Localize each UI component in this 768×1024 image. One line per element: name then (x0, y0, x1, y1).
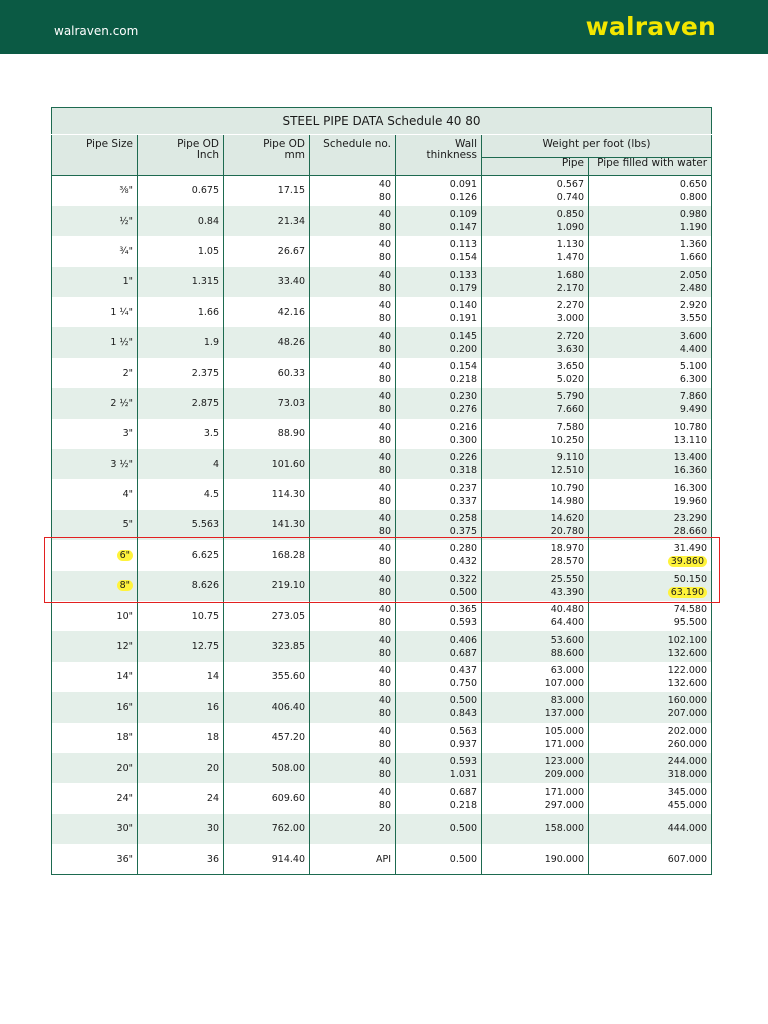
pipe-od-mm-cell: 48.26 (224, 327, 310, 357)
schedule-cell: 40 80 (310, 206, 396, 236)
pipe-filled-weight-cell: 102.100 132.600 (589, 631, 712, 661)
pipe-od-mm-cell: 762.00 (224, 814, 310, 844)
schedule-cell: 40 80 (310, 327, 396, 357)
pipe-od-mm-cell: 33.40 (224, 267, 310, 297)
wall-thickness-cell: 0.113 0.154 (396, 236, 482, 266)
pipe-weight-cell: 18.970 28.570 (482, 540, 589, 570)
pipe-filled-weight-cell: 0.650 0.800 (589, 176, 712, 206)
pipe-od-inch-cell: 18 (138, 723, 224, 753)
header-bar (0, 0, 768, 54)
pipe-size-cell: 36" (52, 844, 138, 874)
schedule-cell: 40 80 (310, 692, 396, 722)
pipe-od-inch-cell: 4.5 (138, 479, 224, 509)
pipe-od-mm-cell: 355.60 (224, 662, 310, 692)
pipe-size-cell: 6" (52, 540, 138, 570)
pipe-size-cell: 24" (52, 783, 138, 813)
pipe-weight-cell: 1.130 1.470 (482, 236, 589, 266)
pipe-filled-weight-cell: 345.000 455.000 (589, 783, 712, 813)
schedule-cell: 40 80 (310, 176, 396, 206)
wall-thickness-cell: 0.230 0.276 (396, 388, 482, 418)
schedule-cell: API (310, 844, 396, 874)
pipe-weight-cell: 171.000 297.000 (482, 783, 589, 813)
pipe-size-cell: 8" (52, 571, 138, 601)
schedule-cell: 40 80 (310, 479, 396, 509)
steel-pipe-table (51, 107, 712, 875)
pipe-weight-cell: 158.000 (482, 814, 589, 844)
pipe-od-inch-cell: 24 (138, 783, 224, 813)
pipe-od-inch-cell: 1.66 (138, 297, 224, 327)
pipe-filled-weight-cell: 2.050 2.480 (589, 267, 712, 297)
schedule-cell: 40 80 (310, 601, 396, 631)
pipe-weight-cell: 0.850 1.090 (482, 206, 589, 236)
wall-thickness-cell: 0.500 (396, 814, 482, 844)
col-wall-thickness: Wall thinkness (396, 135, 482, 176)
pipe-size-cell: 1" (52, 267, 138, 297)
pipe-weight-cell: 63.000 107.000 (482, 662, 589, 692)
table-row (52, 510, 712, 540)
pipe-od-inch-cell: 2.375 (138, 358, 224, 388)
schedule-cell: 40 80 (310, 358, 396, 388)
wall-thickness-cell: 0.500 0.843 (396, 692, 482, 722)
schedule-cell: 40 80 (310, 571, 396, 601)
pipe-filled-weight-cell: 5.100 6.300 (589, 358, 712, 388)
pipe-od-inch-cell: 6.625 (138, 540, 224, 570)
pipe-od-mm-cell: 114.30 (224, 479, 310, 509)
wall-thickness-cell: 0.140 0.191 (396, 297, 482, 327)
pipe-filled-weight-cell: 50.150 63.190 (589, 571, 712, 601)
wall-thickness-cell: 0.154 0.218 (396, 358, 482, 388)
pipe-weight-cell: 14.620 20.780 (482, 510, 589, 540)
wall-thickness-cell: 0.365 0.593 (396, 601, 482, 631)
pipe-od-inch-cell: 36 (138, 844, 224, 874)
wall-thickness-cell: 0.145 0.200 (396, 327, 482, 357)
pipe-od-mm-cell: 101.60 (224, 449, 310, 479)
pipe-weight-cell: 10.790 14.980 (482, 479, 589, 509)
col-pipe-od-mm: Pipe OD mm (224, 135, 310, 176)
schedule-cell: 40 80 (310, 236, 396, 266)
table-row (52, 419, 712, 449)
pipe-size-cell: ⅜" (52, 176, 138, 206)
pipe-od-mm-cell: 168.28 (224, 540, 310, 570)
pipe-filled-weight-cell: 3.600 4.400 (589, 327, 712, 357)
table-row (52, 814, 712, 844)
table-row (52, 236, 712, 266)
schedule-cell: 40 80 (310, 723, 396, 753)
pipe-filled-weight-cell: 244.000 318.000 (589, 753, 712, 783)
pipe-weight-cell: 190.000 (482, 844, 589, 874)
pipe-od-mm-cell: 88.90 (224, 419, 310, 449)
col-schedule-no: Schedule no. (310, 135, 396, 176)
table-row (52, 571, 712, 601)
pipe-weight-cell: 9.110 12.510 (482, 449, 589, 479)
wall-thickness-cell: 0.593 1.031 (396, 753, 482, 783)
table-row (52, 723, 712, 753)
wall-thickness-cell: 0.563 0.937 (396, 723, 482, 753)
pipe-od-mm-cell: 60.33 (224, 358, 310, 388)
pipe-weight-cell: 7.580 10.250 (482, 419, 589, 449)
table-row (52, 358, 712, 388)
pipe-weight-cell: 2.720 3.630 (482, 327, 589, 357)
table-row (52, 753, 712, 783)
pipe-filled-weight-cell: 160.000 207.000 (589, 692, 712, 722)
pipe-size-cell: 18" (52, 723, 138, 753)
table-row (52, 327, 712, 357)
table-row (52, 601, 712, 631)
wall-thickness-cell: 0.133 0.179 (396, 267, 482, 297)
pipe-size-cell: 16" (52, 692, 138, 722)
pipe-filled-weight-cell: 2.920 3.550 (589, 297, 712, 327)
pipe-od-mm-cell: 73.03 (224, 388, 310, 418)
pipe-size-cell: 20" (52, 753, 138, 783)
pipe-weight-cell: 25.550 43.390 (482, 571, 589, 601)
pipe-od-mm-cell: 273.05 (224, 601, 310, 631)
pipe-size-cell: 12" (52, 631, 138, 661)
table-row (52, 844, 712, 874)
pipe-weight-cell: 123.000 209.000 (482, 753, 589, 783)
schedule-cell: 40 80 (310, 540, 396, 570)
col-pipe-filled: Pipe filled with water (589, 158, 712, 176)
pipe-od-mm-cell: 141.30 (224, 510, 310, 540)
schedule-cell: 40 80 (310, 631, 396, 661)
schedule-cell: 40 80 (310, 267, 396, 297)
pipe-size-cell: 4" (52, 479, 138, 509)
pipe-od-inch-cell: 3.5 (138, 419, 224, 449)
pipe-filled-weight-cell: 23.290 28.660 (589, 510, 712, 540)
pipe-od-mm-cell: 914.40 (224, 844, 310, 874)
pipe-od-inch-cell: 0.675 (138, 176, 224, 206)
site-url: walraven.com (54, 24, 139, 38)
schedule-cell: 40 80 (310, 388, 396, 418)
col-weight-per-foot: Weight per foot (lbs) (482, 135, 712, 158)
pipe-weight-cell: 1.680 2.170 (482, 267, 589, 297)
pipe-weight-cell: 5.790 7.660 (482, 388, 589, 418)
pipe-weight-cell: 40.480 64.400 (482, 601, 589, 631)
pipe-od-inch-cell: 1.9 (138, 327, 224, 357)
pipe-od-inch-cell: 1.315 (138, 267, 224, 297)
pipe-size-cell: 3" (52, 419, 138, 449)
pipe-od-mm-cell: 323.85 (224, 631, 310, 661)
pipe-od-inch-cell: 20 (138, 753, 224, 783)
wall-thickness-cell: 0.437 0.750 (396, 662, 482, 692)
wall-thickness-cell: 0.406 0.687 (396, 631, 482, 661)
wall-thickness-cell: 0.091 0.126 (396, 176, 482, 206)
pipe-size-cell: 1 ½" (52, 327, 138, 357)
pipe-od-inch-cell: 10.75 (138, 601, 224, 631)
pipe-od-mm-cell: 219.10 (224, 571, 310, 601)
pipe-od-inch-cell: 5.563 (138, 510, 224, 540)
pipe-od-inch-cell: 16 (138, 692, 224, 722)
table-row (52, 267, 712, 297)
brand-logo: walraven (585, 12, 716, 41)
pipe-od-mm-cell: 457.20 (224, 723, 310, 753)
pipe-od-inch-cell: 8.626 (138, 571, 224, 601)
pipe-size-cell: 10" (52, 601, 138, 631)
pipe-size-cell: 2" (52, 358, 138, 388)
table-title: STEEL PIPE DATA Schedule 40 80 (52, 108, 712, 135)
schedule-cell: 40 80 (310, 783, 396, 813)
pipe-size-cell: 1 ¼" (52, 297, 138, 327)
pipe-filled-weight-cell: 13.400 16.360 (589, 449, 712, 479)
pipe-filled-weight-cell: 31.490 39.860 (589, 540, 712, 570)
table-row (52, 297, 712, 327)
pipe-filled-weight-cell: 74.580 95.500 (589, 601, 712, 631)
pipe-size-cell: 3 ½" (52, 449, 138, 479)
col-pipe-size: Pipe Size (52, 135, 138, 176)
pipe-od-inch-cell: 2.875 (138, 388, 224, 418)
wall-thickness-cell: 0.226 0.318 (396, 449, 482, 479)
pipe-size-cell: ½" (52, 206, 138, 236)
wall-thickness-cell: 0.109 0.147 (396, 206, 482, 236)
pipe-filled-weight-cell: 202.000 260.000 (589, 723, 712, 753)
pipe-od-mm-cell: 508.00 (224, 753, 310, 783)
pipe-filled-weight-cell: 16.300 19.960 (589, 479, 712, 509)
pipe-filled-weight-cell: 7.860 9.490 (589, 388, 712, 418)
pipe-od-mm-cell: 42.16 (224, 297, 310, 327)
pipe-size-cell: 5" (52, 510, 138, 540)
pipe-filled-weight-cell: 0.980 1.190 (589, 206, 712, 236)
wall-thickness-cell: 0.687 0.218 (396, 783, 482, 813)
table-row (52, 449, 712, 479)
table-row (52, 479, 712, 509)
pipe-weight-cell: 53.600 88.600 (482, 631, 589, 661)
pipe-od-mm-cell: 21.34 (224, 206, 310, 236)
schedule-cell: 40 80 (310, 297, 396, 327)
pipe-weight-cell: 0.567 0.740 (482, 176, 589, 206)
wall-thickness-cell: 0.322 0.500 (396, 571, 482, 601)
table-row (52, 176, 712, 206)
pipe-od-inch-cell: 12.75 (138, 631, 224, 661)
schedule-cell: 40 80 (310, 662, 396, 692)
wall-thickness-cell: 0.258 0.375 (396, 510, 482, 540)
table-row (52, 783, 712, 813)
pipe-filled-weight-cell: 444.000 (589, 814, 712, 844)
pipe-od-inch-cell: 30 (138, 814, 224, 844)
pipe-od-mm-cell: 609.60 (224, 783, 310, 813)
pipe-weight-cell: 2.270 3.000 (482, 297, 589, 327)
pipe-filled-weight-cell: 607.000 (589, 844, 712, 874)
pipe-filled-weight-cell: 10.780 13.110 (589, 419, 712, 449)
schedule-cell: 40 80 (310, 449, 396, 479)
table-row (52, 206, 712, 236)
pipe-weight-cell: 83.000 137.000 (482, 692, 589, 722)
pipe-od-inch-cell: 1.05 (138, 236, 224, 266)
wall-thickness-cell: 0.280 0.432 (396, 540, 482, 570)
table-row (52, 662, 712, 692)
wall-thickness-cell: 0.500 (396, 844, 482, 874)
col-pipe-weight: Pipe (482, 158, 589, 176)
table-row (52, 388, 712, 418)
pipe-size-cell: 30" (52, 814, 138, 844)
table-row (52, 540, 712, 570)
table-row (52, 631, 712, 661)
wall-thickness-cell: 0.216 0.300 (396, 419, 482, 449)
table-row (52, 692, 712, 722)
pipe-weight-cell: 105.000 171.000 (482, 723, 589, 753)
pipe-filled-weight-cell: 1.360 1.660 (589, 236, 712, 266)
col-pipe-od-inch: Pipe OD Inch (138, 135, 224, 176)
schedule-cell: 40 80 (310, 419, 396, 449)
pipe-size-cell: 2 ½" (52, 388, 138, 418)
pipe-od-inch-cell: 14 (138, 662, 224, 692)
table-body (52, 176, 712, 875)
schedule-cell: 40 80 (310, 753, 396, 783)
pipe-filled-weight-cell: 122.000 132.600 (589, 662, 712, 692)
pipe-size-cell: 14" (52, 662, 138, 692)
schedule-cell: 20 (310, 814, 396, 844)
pipe-od-mm-cell: 26.67 (224, 236, 310, 266)
pipe-od-mm-cell: 406.40 (224, 692, 310, 722)
wall-thickness-cell: 0.237 0.337 (396, 479, 482, 509)
pipe-weight-cell: 3.650 5.020 (482, 358, 589, 388)
schedule-cell: 40 80 (310, 510, 396, 540)
pipe-od-mm-cell: 17.15 (224, 176, 310, 206)
pipe-size-cell: ¾" (52, 236, 138, 266)
pipe-od-inch-cell: 0.84 (138, 206, 224, 236)
pipe-od-inch-cell: 4 (138, 449, 224, 479)
